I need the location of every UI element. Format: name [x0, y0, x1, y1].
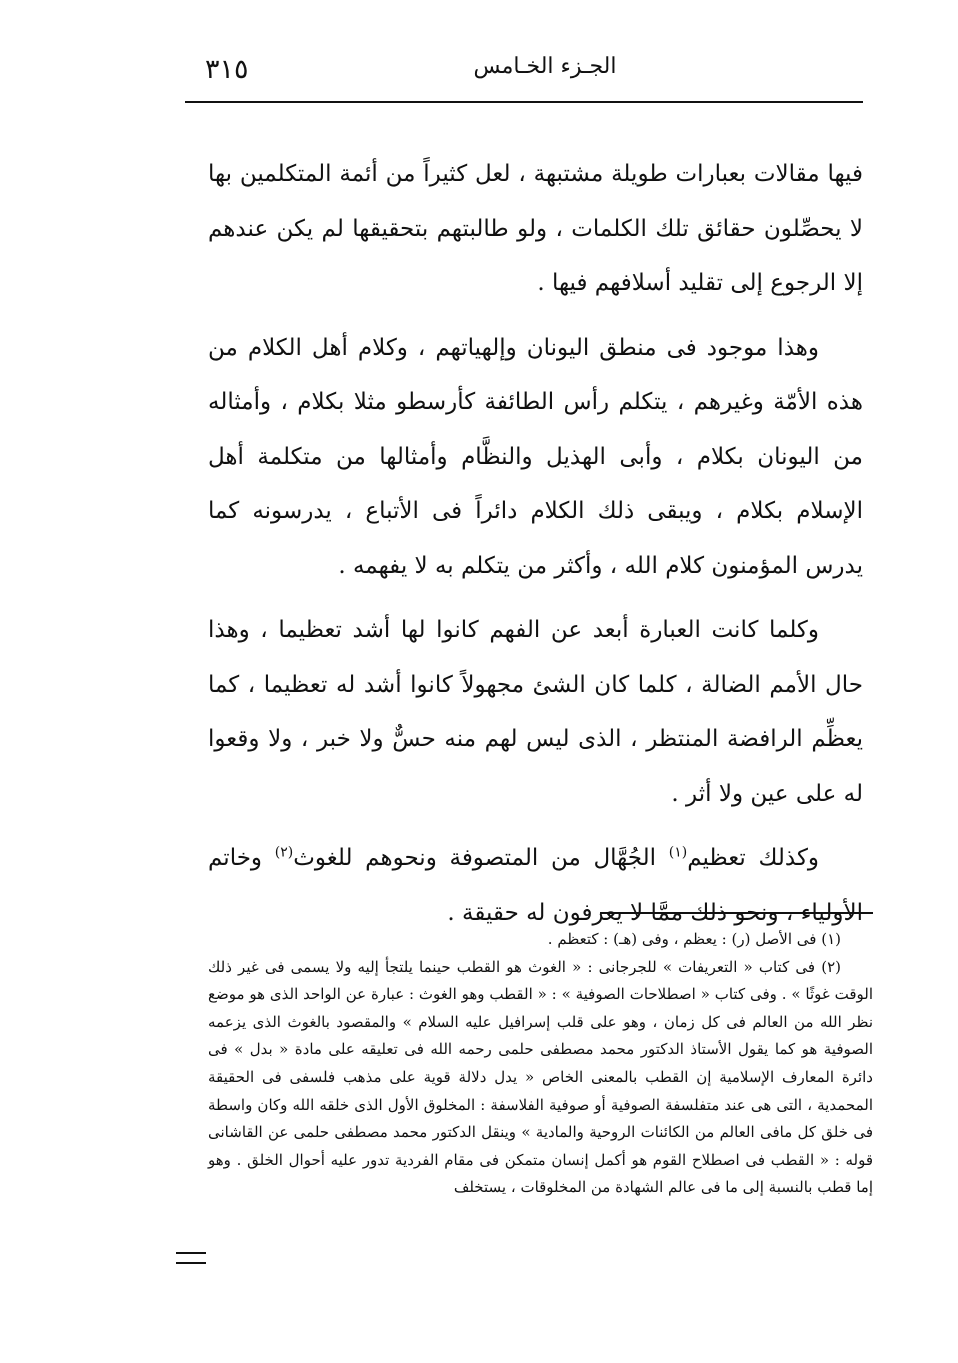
header-rule: [185, 101, 863, 103]
footnote: (١) فى الأصل (ر) : يعظم ، وفى (هـ) : كتعظم .: [547, 930, 841, 948]
running-title: الجـزء الخـامس: [473, 54, 617, 79]
paragraph: وكلما كانت العبارة أبعد عن الفهم كانوا لها أشد تعظيما ، وهذا حال الأمم الضالة ، كلما كان الشئ مجهولاً كانوا أشد له تعظيما ، كما يعظِّم الرافضة المنتظر ، الذى ليس لهم منه حسٌّ ولا خبر ، ولا وقعوا له على عين ولا أثر .: [208, 617, 863, 807]
footnote: (٢) فى كتاب « التعريفات » للجرجانى : « الغوث هو القطب حينما يلتجأ إليه ولا يسمى فى غير ذلك الوقت غوثًا » . وفى كتاب « اصطلاحات الصوفية » : « القطب وهو الغوث : عبارة عن الواحد الذى هو موضع نظر الله من العالم فى كل زمان ، وهو على قلب إسرافيل عليه السلام » والمقصود بالغوث الذى يزعمه الصوفية هو كما يقول الأستاذ الدكتور محمد مصطفى حلمى رحمه الله فى تعليقه على مادة « بدل » فى دائرة المعارف الإسلامية إن القطب بالمعنى الخاص « يدل دلالة قوية على مذهب فلسفى فى الحقيقة المحمدية ، التى هى عند متفلسفة الصوفية أو صوفية الفلاسفة : المخلوق الأول الذى خلقه الله وكان واسطة فى خلق كل مافى العالم من الكائنات الروحية والمادية » وينقل الدكتور محمد مصطفى حلمى عن القاشانى قوله : « القطب فى اصطلاح القوم هو أكمل إنسان متمكن فى مقام الفردية تدور عليه أحوال الخلق . وهو إما قطب بالنسبة إلى ما فى عالم الشهادة من المخلوقات ، يستخلف: [208, 957, 873, 1197]
footnote-rule: [600, 912, 873, 914]
paragraph-text: وكذلك تعظيم: [687, 845, 819, 871]
footnote-ref-2[interactable]: (٢): [274, 844, 294, 861]
paragraph: فيها مقالات بعبارات طويلة مشتبهة ، لعل كثيراً من أئمة المتكلمين بها لا يحصِّلون حقائق تلك الكلمات ، ولو طالبتهم بتحقيقها لم يكن عندهم إلا الرجوع إلى تقليد أسلافهم فيها .: [208, 161, 863, 296]
paragraph-text: الجُهَّال من المتصوفة ونحوهم للغوث: [293, 845, 657, 871]
page-number: ٣١٥: [205, 54, 249, 85]
paragraph-with-footnote-refs: [208, 831, 863, 940]
main-text: [208, 147, 863, 950]
page-header: [185, 48, 863, 98]
footnotes: [208, 926, 873, 1202]
paragraph: وهذا موجود فى منطق اليونان وإلهياتهم ، وكلام أهل الكلام من هذه الأمّة وغيرهم ، يتكلم رأس الطائفة كأرسطو مثلا بكلام ، وأمثاله من اليونان بكلام ، وأبى الهذيل والنظَّام وأمثالها من متكلمة أهل الإسلام بكلام ، ويبقى ذلك الكلام دائراً فى الأتباع ، يدرسونه كما يدرس المؤمنون كلام الله ، وأكثر من يتكلم به لا يفهمه .: [208, 334, 863, 579]
continuation-mark: [176, 1252, 206, 1264]
paragraph-text: وخاتم الأولياء ، ونحو ذلك ممَّا لا يعرفون له حقيقة .: [208, 845, 863, 926]
footnote-ref-1[interactable]: (١): [668, 844, 688, 861]
